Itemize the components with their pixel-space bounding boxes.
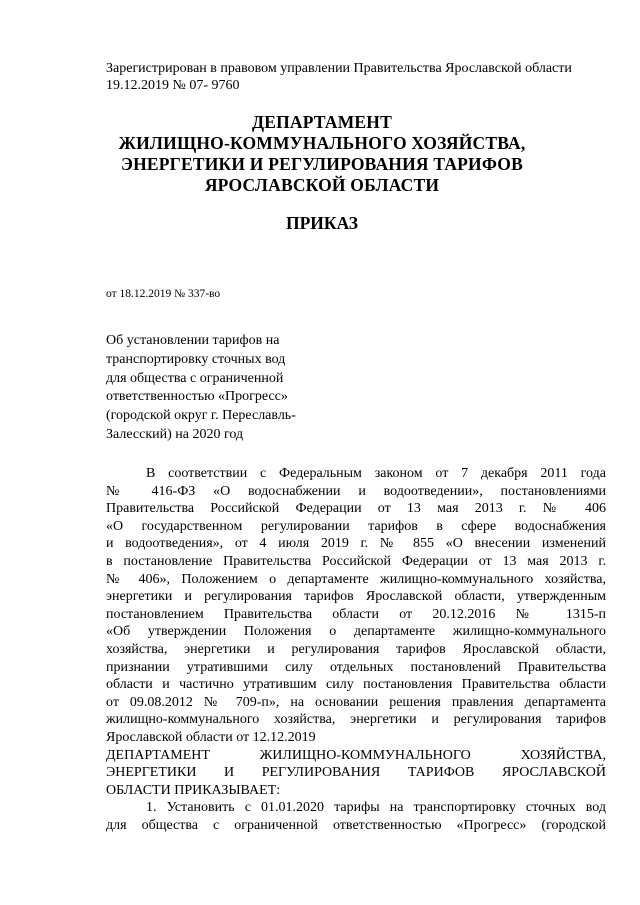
body-line: ДЕПАРТАМЕНТ ЖИЛИЩНО-КОММУНАЛЬНОГО ХОЗЯЙСТВА, [106, 747, 606, 763]
order-subject [106, 332, 346, 445]
registration-line-2: 19.12.2019 № 07- 9760 [106, 78, 240, 93]
subject-line: транспортировку сточных вод [106, 351, 286, 367]
body-line: признании утратившими силу отдельных постановлений Правительства [106, 659, 606, 675]
body-line: энергетики и регулирования тарифов Ярославской области, утвержденным [106, 589, 606, 605]
order-title: ПРИКАЗ [285, 213, 359, 233]
registration-line-1: Зарегистрирован в правовом управлении Правительства Ярославской области [106, 61, 572, 76]
body-line: Ярославской области от 12.12.2019 [106, 729, 316, 745]
registration-note [106, 60, 626, 94]
subject-line: (городской округ г. Переславль- [106, 408, 296, 424]
body-line: от 09.08.2012 № 709-п», на основании решения правления департамента [106, 694, 606, 710]
body-line: № 406», Положением о департаменте жилищно-коммунального хозяйства, [106, 571, 606, 587]
order-body [106, 465, 606, 834]
body-line: и водоотведения», от 4 июля 2019 г. № 855 «О внесении изменений [106, 536, 606, 552]
body-line: хозяйства, энергетики и регулирования тарифов Ярославской области, [106, 641, 606, 657]
body-line: области и частично утратившим силу постановления Правительства области [106, 677, 606, 693]
department-line: ЖИЛИЩНО-КОММУНАЛЬНОГО ХОЗЯЙСТВА, [118, 133, 526, 153]
body-line: 1. Установить с 01.01.2020 тарифы на транспортировку сточных вод [146, 800, 606, 816]
body-line: В соответствии с Федеральным законом от 7 декабря 2011 года [146, 466, 606, 481]
subject-line: Об установлении тарифов на [106, 333, 280, 348]
body-line: постановлением Правительства области от 20.12.2016 № 1315-п [106, 606, 606, 622]
body-line: ОБЛАСТИ ПРИКАЗЫВАЕТ: [106, 782, 281, 798]
department-line: ДЕПАРТАМЕНТ [252, 112, 392, 132]
body-line: № 416-ФЗ «О водоснабжении и водоотведении», постановлениями [106, 483, 606, 499]
body-line: Правительства Российской Федерации от 13 мая 2013 г. № 406 [106, 501, 606, 517]
order-date: от 18.12.2019 № 337-во [106, 288, 221, 300]
body-line: «Об утверждении Положения о департаменте жилищно-коммунального [106, 624, 606, 640]
subject-line: Залесский) на 2020 год [106, 426, 244, 442]
body-line: в постановление Правительства Российской Федерации от 13 мая 2013 г. [106, 553, 606, 569]
department-line: ЯРОСЛАВСКОЙ ОБЛАСТИ [204, 175, 440, 195]
body-line: для общества с ограниченной ответственностью «Прогресс» (городской [106, 817, 606, 833]
department-header [106, 112, 538, 196]
subject-line: для общества с ограниченной [106, 370, 284, 386]
body-line: «О государственном регулировании тарифов в сфере водоснабжения [106, 518, 606, 534]
body-line: жилищно-коммунального хозяйства, энергетики и регулирования тарифов [106, 712, 606, 728]
subject-line: ответственностью «Прогресс» [106, 389, 288, 405]
body-line: ЭНЕРГЕТИКИ И РЕГУЛИРОВАНИЯ ТАРИФОВ ЯРОСЛАВСКОЙ [106, 765, 606, 781]
department-line: ЭНЕРГЕТИКИ И РЕГУЛИРОВАНИЯ ТАРИФОВ [121, 154, 523, 174]
